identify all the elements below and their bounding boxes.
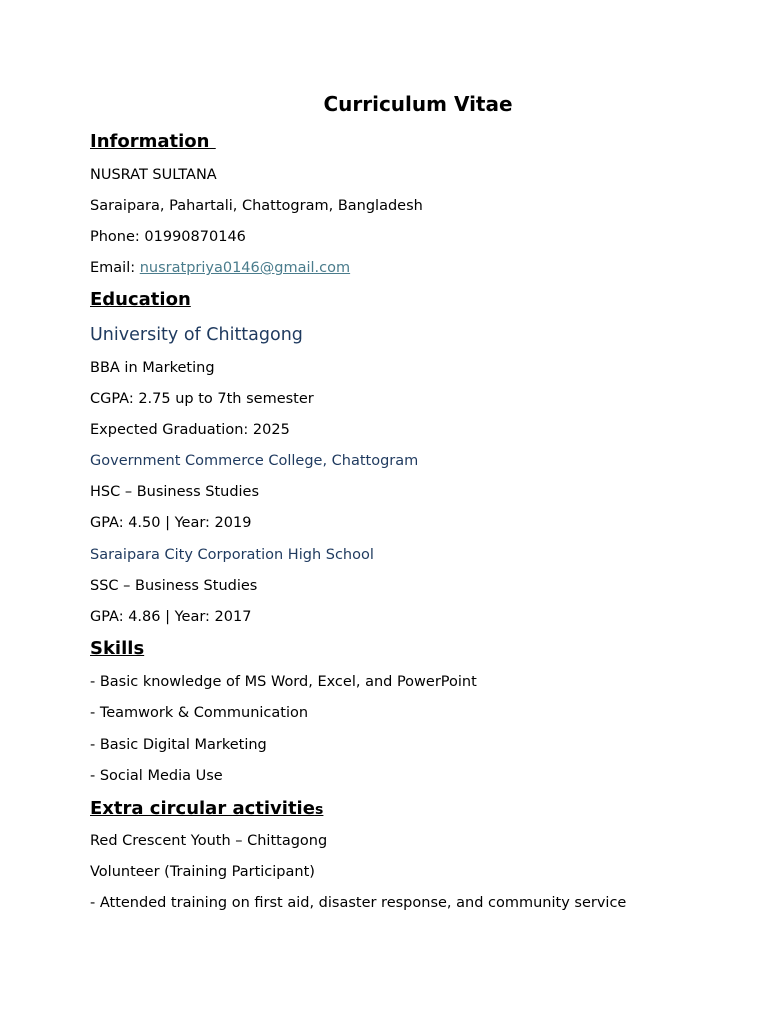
activity-line: - Attended training on first aid, disaster response, and community service (90, 895, 627, 911)
activity-line: Red Crescent Youth – Chittagong (90, 833, 328, 849)
education-detail: Expected Graduation: 2025 (90, 422, 290, 438)
skill-item: - Basic knowledge of MS Word, Excel, and PowerPoint (90, 674, 477, 690)
name-text: NUSRAT SULTANA (90, 167, 217, 183)
education-detail: CGPA: 2.75 up to 7th semester (90, 391, 314, 407)
phone-text: Phone: 01990870146 (90, 229, 246, 245)
education-heading: Education (90, 289, 191, 310)
skill-item: - Basic Digital Marketing (90, 737, 267, 753)
information-heading (90, 131, 216, 153)
email-line (90, 258, 350, 278)
institution-high-school: Saraipara City Corporation High School (90, 547, 374, 563)
institution-college: Government Commerce College, Chattogram (90, 453, 419, 469)
extra-heading-main: Extra circular activitie (90, 798, 315, 819)
education-detail: HSC – Business Studies (90, 484, 260, 500)
skills-heading: Skills (90, 638, 145, 659)
skill-item: - Teamwork & Communication (90, 705, 309, 721)
institution-university: University of Chittagong (90, 325, 303, 345)
email-label: Email: (90, 260, 140, 276)
education-detail: GPA: 4.50 | Year: 2019 (90, 515, 252, 531)
skill-item: - Social Media Use (90, 768, 223, 784)
document-title: Curriculum Vitae (323, 92, 513, 116)
extra-heading-tail: s (314, 802, 324, 818)
address-text: Saraipara, Pahartali, Chattogram, Bangladesh (90, 198, 423, 214)
extra-activities-heading (90, 798, 323, 821)
activity-line: Volunteer (Training Participant) (90, 864, 315, 880)
education-detail: GPA: 4.86 | Year: 2017 (90, 609, 252, 625)
education-detail: SSC – Business Studies (90, 578, 258, 594)
information-heading-text: Information (90, 131, 210, 152)
education-detail: BBA in Marketing (90, 360, 215, 376)
email-link[interactable]: nusratpriya0146@gmail.com (139, 260, 351, 276)
